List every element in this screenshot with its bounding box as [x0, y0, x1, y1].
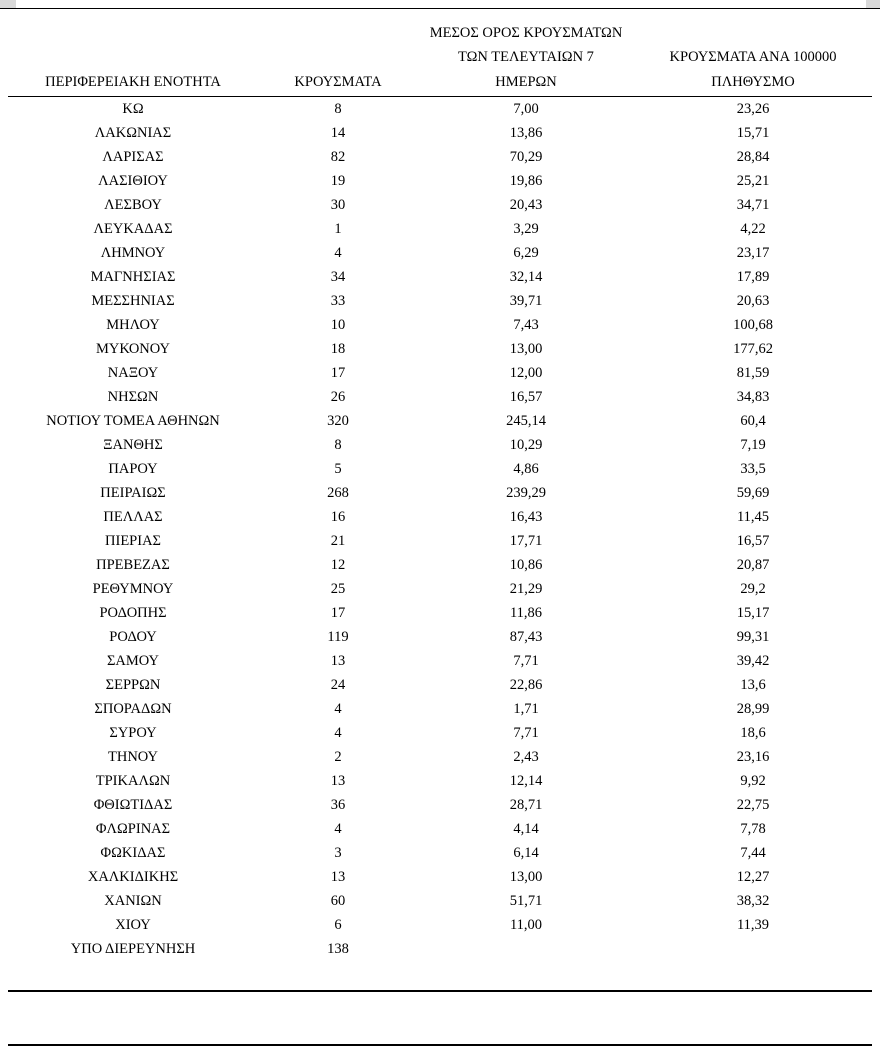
cell-avg7: [418, 937, 634, 961]
cell-per100k: 22,75: [736, 797, 770, 814]
cell-cases: 33: [330, 293, 346, 310]
cell-cases: 4: [334, 821, 342, 838]
page-footer-rule: [8, 1044, 872, 1046]
cell-per100k: 81,59: [736, 365, 770, 382]
cell-cases: 16: [330, 509, 346, 526]
cell-cases: 320: [327, 413, 349, 430]
cell-per100k: 7,19: [740, 437, 766, 454]
cell-per100k: 34,83: [736, 389, 770, 406]
cell-region: ΡΟΔΟΠΗΣ: [99, 605, 167, 622]
cell-region: ΛΑΣΙΘΙΟΥ: [98, 173, 168, 190]
cell-avg7: 87,43: [509, 629, 543, 646]
cell-per100k: 16,57: [736, 533, 770, 550]
table-row: [8, 481, 872, 505]
table-row: [8, 97, 872, 122]
table-row: [8, 625, 872, 649]
cell-region: ΤΗΝΟΥ: [107, 749, 159, 766]
cell-per100k: 7,44: [740, 845, 766, 862]
cell-cases: 13: [330, 653, 346, 670]
cell-cases: 3: [334, 845, 342, 862]
cell-region: ΤΡΙΚΑΛΩΝ: [95, 773, 171, 790]
header-spacer-region: [8, 22, 258, 46]
cell-cases: 4: [334, 245, 342, 262]
cell-cases: 138: [327, 941, 349, 958]
cell-avg7: 22,86: [509, 677, 543, 694]
cell-region: ΞΑΝΘΗΣ: [103, 437, 163, 454]
table-header-bottomrow: [8, 71, 872, 97]
cell-per100k: 4,22: [740, 221, 766, 238]
cell-avg7: 16,57: [509, 389, 543, 406]
cell-avg7: 245,14: [506, 413, 546, 430]
cell-per100k: 28,84: [736, 149, 770, 166]
cell-cases: 6: [334, 917, 342, 934]
cases-by-region-table-wrapper: [8, 22, 872, 961]
table-row: [8, 145, 872, 169]
header-avg7-line2: ΤΩΝ ΤΕΛΕΥΤΑΙΩΝ 7: [458, 49, 594, 66]
cell-avg7: 12,00: [509, 365, 543, 382]
cell-avg7: 10,29: [509, 437, 543, 454]
cell-region: ΠΙΕΡΙΑΣ: [105, 533, 161, 550]
cell-avg7: 19,86: [509, 173, 543, 190]
cell-per100k: 28,99: [736, 701, 770, 718]
cell-per100k: 11,45: [736, 509, 770, 526]
cell-cases: 8: [334, 101, 342, 118]
cell-region: ΠΑΡΟΥ: [108, 461, 158, 478]
cell-cases: 17: [330, 605, 346, 622]
table-row: [8, 913, 872, 937]
cell-region: ΚΩ: [122, 101, 144, 118]
header-spacer-cases: [258, 22, 418, 46]
cell-avg7: 7,71: [513, 653, 539, 670]
header-avg7-line3: ΗΜΕΡΩΝ: [418, 71, 634, 97]
cell-cases: 4: [334, 701, 342, 718]
table-row: [8, 217, 872, 241]
table-row: [8, 169, 872, 193]
cell-avg7: 7,43: [513, 317, 539, 334]
table-bottom-rule: [8, 990, 872, 992]
cell-cases: 12: [330, 557, 346, 574]
table-top-rule: [0, 8, 880, 9]
cell-cases: 34: [330, 269, 346, 286]
cell-cases: 26: [330, 389, 346, 406]
cell-avg7: 6,14: [513, 845, 539, 862]
cell-per100k: 15,17: [736, 605, 770, 622]
header-per100k-line2: ΠΛΗΘΥΣΜΟ: [634, 71, 872, 97]
cell-cases: 13: [330, 773, 346, 790]
table-header: [8, 22, 872, 97]
header-cases: ΚΡΟΥΣΜΑΤΑ: [258, 71, 418, 97]
cell-per100k: 25,21: [736, 173, 770, 190]
table-row: [8, 577, 872, 601]
cell-per100k: 20,87: [736, 557, 770, 574]
cell-region: ΜΥΚΟΝΟΥ: [95, 341, 170, 358]
table-row: [8, 937, 872, 961]
table-row: [8, 721, 872, 745]
cell-region: ΡΕΘΥΜΝΟΥ: [92, 581, 174, 598]
cell-per100k: 23,16: [736, 749, 770, 766]
table-row: [8, 841, 872, 865]
cell-avg7: 3,29: [513, 221, 539, 238]
cell-region: ΜΗΛΟΥ: [106, 317, 160, 334]
cell-cases: 1: [334, 221, 342, 238]
cell-per100k: [634, 937, 872, 961]
cell-region: ΣΥΡΟΥ: [109, 725, 157, 742]
cell-region: ΜΑΓΝΗΣΙΑΣ: [90, 269, 176, 286]
table-row: [8, 193, 872, 217]
header-spacer-cases-2: [258, 46, 418, 70]
table-body: [8, 97, 872, 962]
table-row: [8, 889, 872, 913]
cell-cases: 10: [330, 317, 346, 334]
cell-avg7: 13,86: [509, 125, 543, 142]
table-row: [8, 121, 872, 145]
cell-cases: 24: [330, 677, 346, 694]
cases-by-region-table: [8, 22, 872, 961]
cell-region: ΦΘΙΩΤΙΔΑΣ: [93, 797, 173, 814]
cell-per100k: 100,68: [733, 317, 773, 334]
cell-region: ΧΑΛΚΙΔΙΚΗΣ: [87, 869, 179, 886]
cell-region: ΦΛΩΡΙΝΑΣ: [95, 821, 171, 838]
cell-avg7: 2,43: [513, 749, 539, 766]
table-row: [8, 529, 872, 553]
table-row: [8, 745, 872, 769]
cell-avg7: 13,00: [509, 869, 543, 886]
table-row: [8, 865, 872, 889]
cell-per100k: 12,27: [736, 869, 770, 886]
table-row: [8, 793, 872, 817]
cell-avg7: 7,71: [513, 725, 539, 742]
table-header-toprow: [8, 22, 872, 46]
header-avg7-line1: ΜΕΣΟΣ ΟΡΟΣ ΚΡΟΥΣΜΑΤΩΝ: [429, 25, 623, 41]
table-row: [8, 361, 872, 385]
cell-avg7: 6,29: [513, 245, 539, 262]
table-row: [8, 241, 872, 265]
cell-region: ΣΕΡΡΩΝ: [105, 677, 161, 694]
table-header-midrow: [8, 46, 872, 70]
cell-per100k: 18,6: [740, 725, 766, 742]
cell-avg7: 10,86: [509, 557, 543, 574]
cell-cases: 30: [330, 197, 346, 214]
cell-region: ΛΕΣΒΟΥ: [104, 197, 162, 214]
cell-avg7: 4,14: [513, 821, 539, 838]
cell-cases: 4: [334, 725, 342, 742]
table-row: [8, 697, 872, 721]
table-row: [8, 337, 872, 361]
cell-region: ΠΕΛΛΑΣ: [103, 509, 163, 526]
cell-region: ΧΙΟΥ: [115, 917, 151, 934]
cell-per100k: 34,71: [736, 197, 770, 214]
cell-region: ΦΩΚΙΔΑΣ: [100, 845, 166, 862]
table-row: [8, 673, 872, 697]
cell-avg7: 70,29: [509, 149, 543, 166]
cell-region: ΠΕΙΡΑΙΩΣ: [100, 485, 166, 502]
cell-per100k: 29,2: [740, 581, 766, 598]
table-row: [8, 385, 872, 409]
cell-avg7: 7,00: [513, 101, 539, 118]
cell-per100k: 15,71: [736, 125, 770, 142]
cell-cases: 2: [334, 749, 342, 766]
cell-cases: 8: [334, 437, 342, 454]
table-row: [8, 769, 872, 793]
cell-cases: 25: [330, 581, 346, 598]
cell-per100k: 9,92: [740, 773, 766, 790]
cell-per100k: 60,4: [740, 413, 766, 430]
cell-avg7: 20,43: [509, 197, 543, 214]
header-region: ΠΕΡΙΦΕΡΕΙΑΚΗ ΕΝΟΤΗΤΑ: [8, 71, 258, 97]
cell-per100k: 7,78: [740, 821, 766, 838]
cell-per100k: 39,42: [736, 653, 770, 670]
cell-per100k: 33,5: [740, 461, 766, 478]
cell-cases: 5: [334, 461, 342, 478]
cell-cases: 13: [330, 869, 346, 886]
cell-avg7: 21,29: [509, 581, 543, 598]
cell-region: ΠΡΕΒΕΖΑΣ: [96, 557, 170, 574]
cell-avg7: 51,71: [509, 893, 543, 910]
cell-cases: 60: [330, 893, 346, 910]
cell-avg7: 28,71: [509, 797, 543, 814]
cell-region: ΣΑΜΟΥ: [106, 653, 160, 670]
table-row: [8, 601, 872, 625]
cell-per100k: 177,62: [733, 341, 773, 358]
cell-avg7: 32,14: [509, 269, 543, 286]
cell-avg7: 4,86: [513, 461, 539, 478]
cell-region: ΝΑΞΟΥ: [107, 365, 159, 382]
cell-per100k: 20,63: [736, 293, 770, 310]
table-row: [8, 289, 872, 313]
header-per100k-line1: ΚΡΟΥΣΜΑΤΑ ΑΝΑ 100000: [669, 49, 837, 66]
cell-cases: 19: [330, 173, 346, 190]
cell-per100k: 99,31: [736, 629, 770, 646]
table-row: [8, 409, 872, 433]
cell-avg7: 1,71: [513, 701, 539, 718]
header-spacer-region-2: [8, 46, 258, 70]
cell-cases: 268: [327, 485, 349, 502]
cell-avg7: 12,14: [509, 773, 543, 790]
cell-per100k: 17,89: [736, 269, 770, 286]
cell-per100k: 23,26: [736, 101, 770, 118]
table-row: [8, 265, 872, 289]
cell-region: ΧΑΝΙΩΝ: [104, 893, 162, 910]
cell-cases: 14: [330, 125, 346, 142]
cell-region: ΥΠΟ ΔΙΕΡΕΥΝΗΣΗ: [70, 941, 196, 958]
cell-region: ΡΟΔΟΥ: [109, 629, 157, 646]
cell-avg7: 11,00: [509, 917, 543, 934]
cell-avg7: 16,43: [509, 509, 543, 526]
cell-region: ΛΕΥΚΑΔΑΣ: [93, 221, 173, 238]
cell-cases: 36: [330, 797, 346, 814]
cell-region: ΛΗΜΝΟΥ: [100, 245, 166, 262]
cell-per100k: 11,39: [736, 917, 770, 934]
cell-per100k: 59,69: [736, 485, 770, 502]
header-spacer-per100k: [634, 22, 872, 46]
table-row: [8, 553, 872, 577]
cell-region: ΛΑΚΩΝΙΑΣ: [94, 125, 172, 142]
cell-per100k: 23,17: [736, 245, 770, 262]
cell-region: ΝΗΣΩΝ: [107, 389, 159, 406]
cell-avg7: 239,29: [506, 485, 546, 502]
cell-region: ΜΕΣΣΗΝΙΑΣ: [91, 293, 175, 310]
table-row: [8, 649, 872, 673]
cell-cases: 119: [327, 629, 349, 646]
table-row: [8, 433, 872, 457]
cell-per100k: 13,6: [740, 677, 766, 694]
cell-avg7: 17,71: [509, 533, 543, 550]
table-row: [8, 817, 872, 841]
table-row: [8, 313, 872, 337]
table-row: [8, 505, 872, 529]
cell-region: ΣΠΟΡΑΔΩΝ: [94, 701, 172, 718]
cell-per100k: 38,32: [736, 893, 770, 910]
cell-cases: 18: [330, 341, 346, 358]
cell-avg7: 13,00: [509, 341, 543, 358]
cell-region: ΝΟΤΙΟΥ ΤΟΜΕΑ ΑΘΗΝΩΝ: [46, 413, 220, 430]
cell-avg7: 39,71: [509, 293, 543, 310]
cell-cases: 21: [330, 533, 346, 550]
cell-cases: 17: [330, 365, 346, 382]
cell-region: ΛΑΡΙΣΑΣ: [102, 149, 164, 166]
table-row: [8, 457, 872, 481]
cell-cases: 82: [330, 149, 346, 166]
cell-avg7: 11,86: [509, 605, 543, 622]
